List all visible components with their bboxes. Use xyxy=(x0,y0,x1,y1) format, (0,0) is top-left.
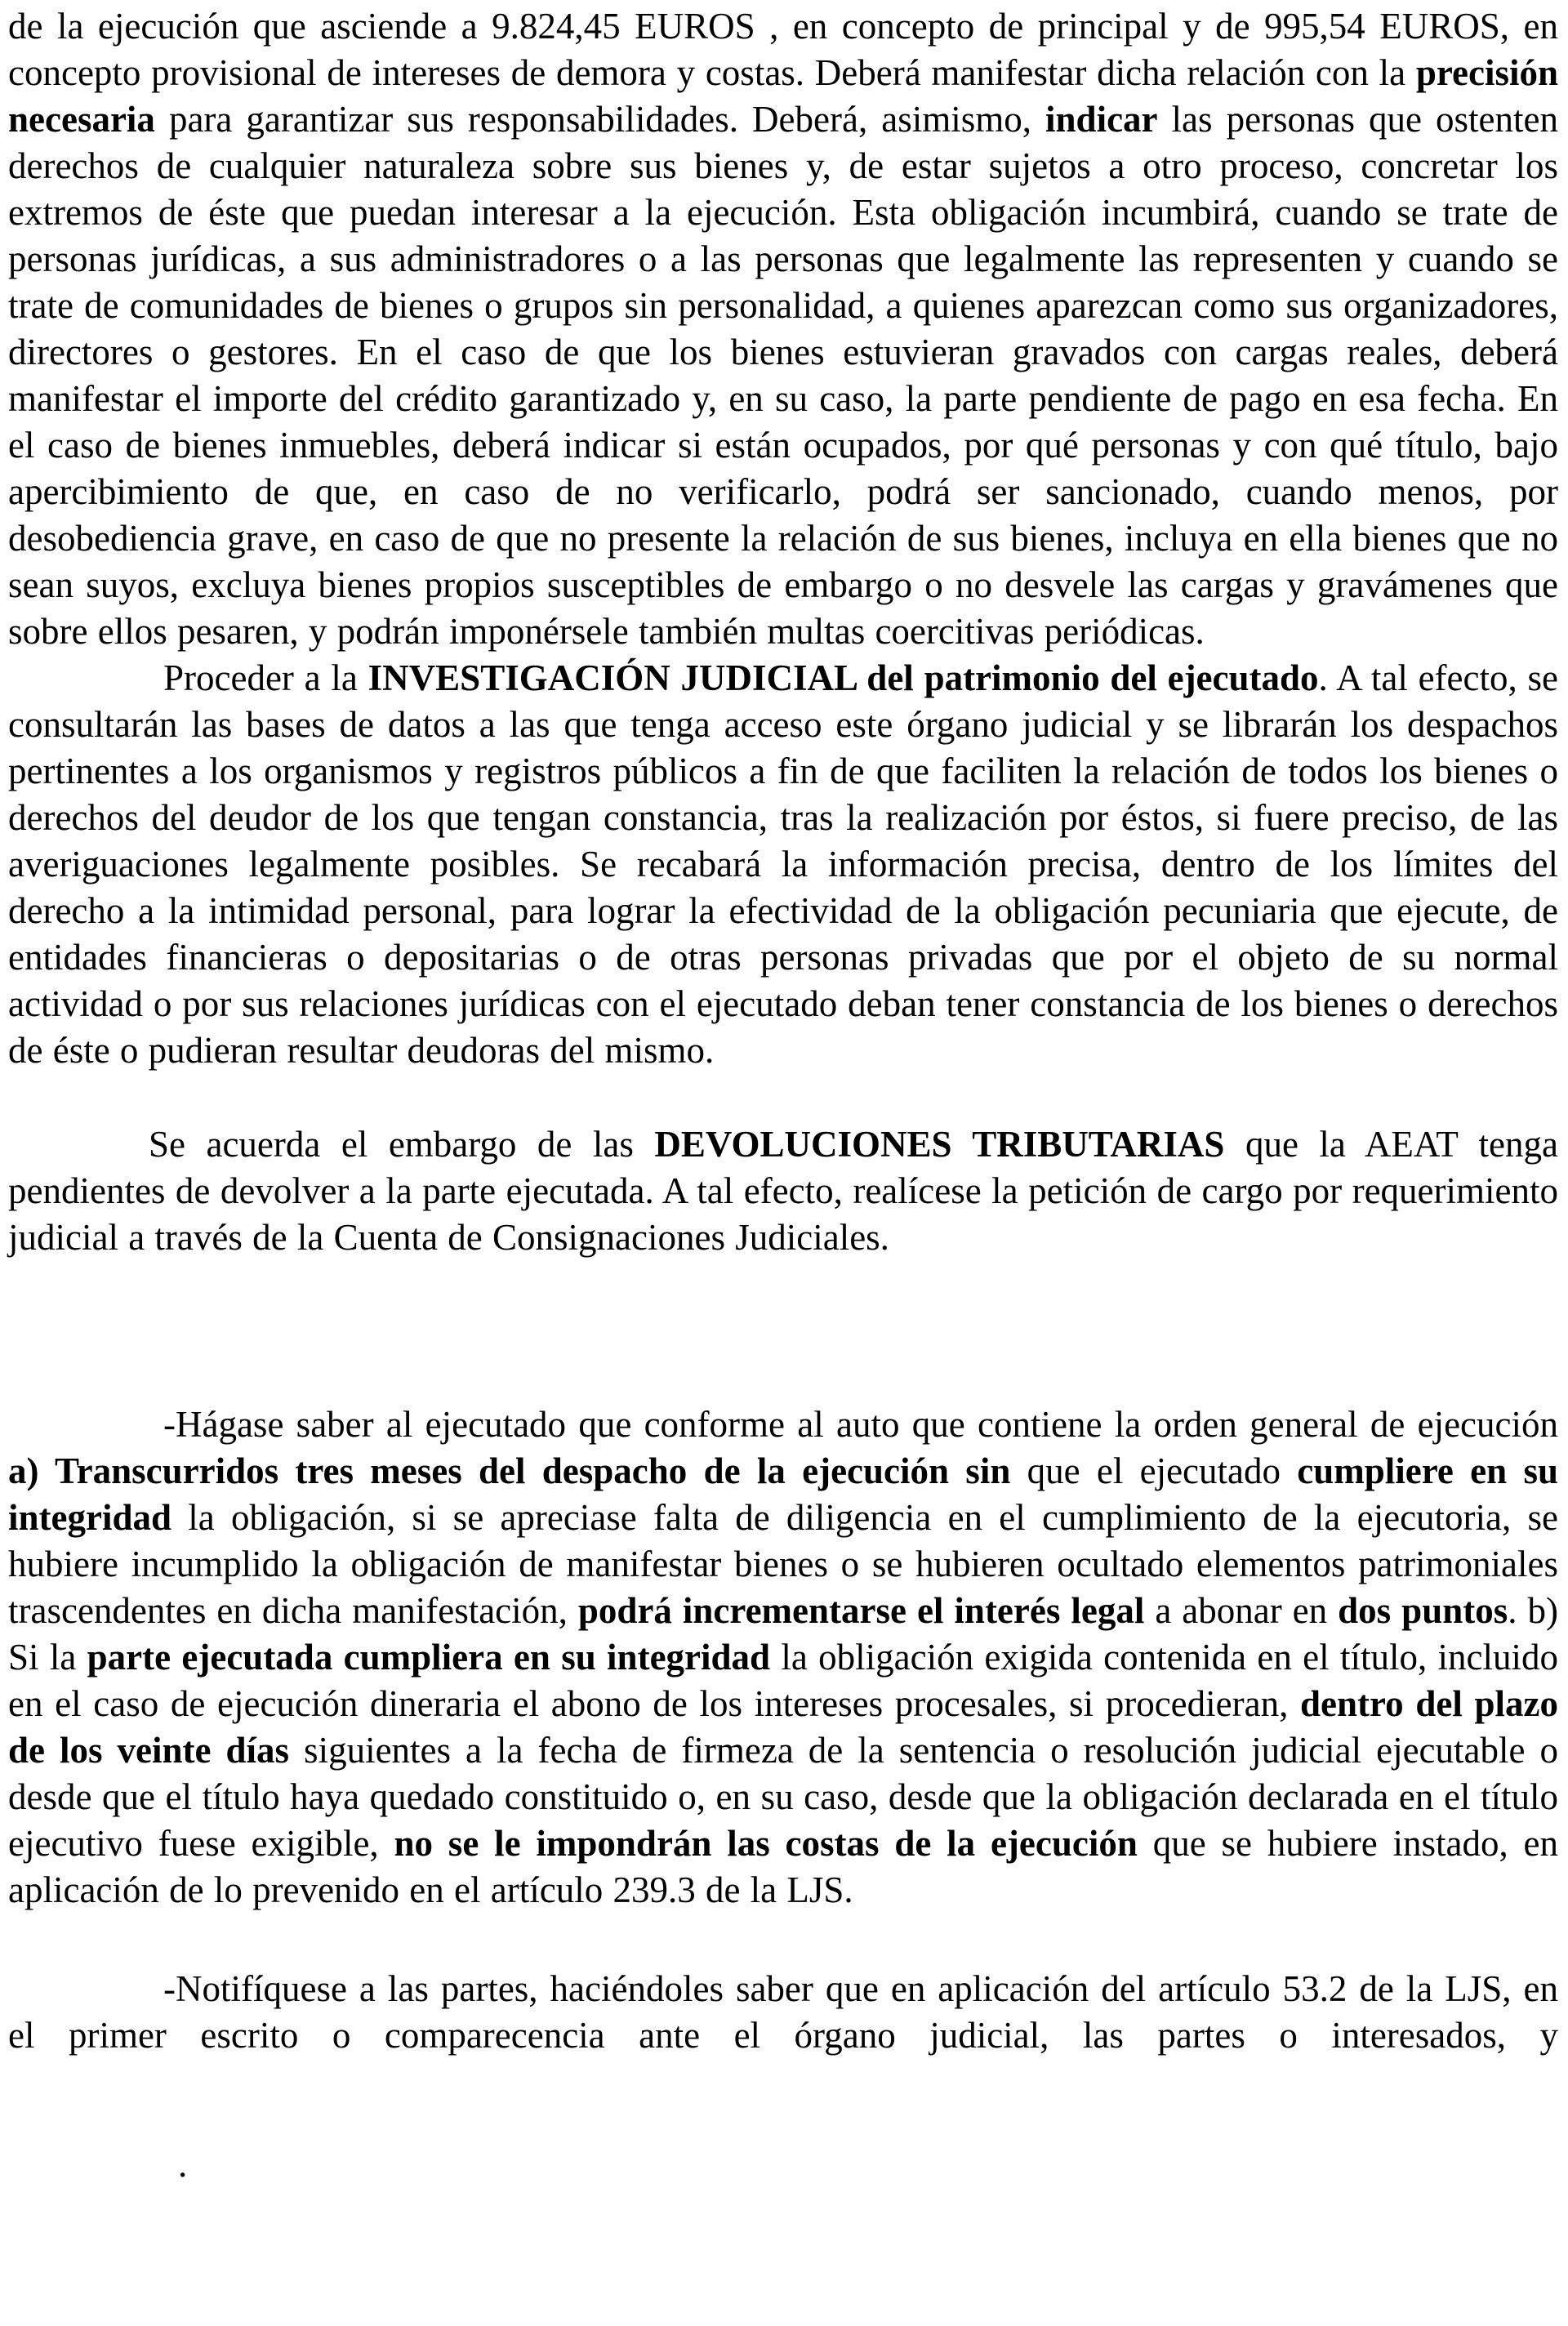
text-run: la obligación, si se apreciase falta de diligencia en el cumplimiento de la ejecutoria, se hubiere incumplido la obligación de manifestar bienes o se hubieren ocultado elementos patrimoniales trascendentes en dicha manifestación, xyxy=(8,1497,1558,1631)
bold-text-run: a) Transcurridos tres meses del despacho de la ejecución sin xyxy=(8,1450,1011,1491)
text-run: a abonar en xyxy=(1144,1590,1339,1631)
text-run: las personas que ostenten derechos de cualquier naturaleza sobre sus bienes y, de estar sujetos a otro proceso, concretar los extremos de éste que puedan interesar a la ejecución. Esta obligación incumbirá, cuando se trate de personas jurídicas, a sus administradores o a las personas que legalmente las representen y cuando se trate de comunidades de bienes o grupos sin personalidad, a quienes aparezcan como sus organizadores, directores o gestores. En el caso de que los bienes estuvieran gravados con cargas reales, deberá manifestar el importe del crédito garantizado y, en su caso, la parte pendiente de pago en esa fecha. En el caso de bienes inmuebles, deberá indicar si están ocupados, por qué personas y con qué título, bajo apercibimiento de que, en caso de no verificarlo, podrá ser sancionado, cuando menos, por desobediencia grave, en caso de que no presente la relación de sus bienes, incluya en ella bienes que no sean suyos, excluya bienes propios susceptibles de embargo o no desvele las cargas y gravámenes que sobre ellos pesaren, y podrán imponérsele también multas coercitivas periódicas. xyxy=(8,99,1559,652)
paragraph-hagase-saber xyxy=(8,1401,1558,1914)
bold-text-run: precisión necesaria xyxy=(8,52,1558,140)
text-run: que la AEAT tenga pendientes de devolver a la parte ejecutada. A tal efecto, realícese la petición de cargo por requerimiento judicial a través de la Cuenta de Consignaciones Judiciales. xyxy=(8,1124,1558,1258)
bold-text-run: INVESTIGACIÓN JUDICIAL del patrimonio del ejecutado xyxy=(368,657,1319,698)
text-run: . A tal efecto, se consultarán las bases de datos a las que tenga acceso este órgano judicial y se librarán los despachos pertinentes a los organismos y registros públicos a fin de que faciliten la relación de todos los bienes o derechos del deudor de los que tengan constancia, tras la realización por éstos, si fuere preciso, de las averiguaciones legalmente posibles. Se recabará la información precisa, dentro de los límites del derecho a la intimidad personal, para lograr la efectividad de la obligación pecuniaria que ejecute, de entidades financieras o depositarias o de otras personas privadas que por el objeto de su normal actividad o por sus relaciones jurídicas con el ejecutado deban tener constancia de los bienes o derechos de éste o pudieran resultar deudoras del mismo. xyxy=(8,657,1558,1071)
text-run: que se hubiere instado, en aplicación de lo prevenido en el artículo 239.3 de la LJS. xyxy=(8,1823,1559,1910)
bold-text-run: parte ejecutada cumpliera en su integridad xyxy=(87,1637,771,1678)
bold-text-run: no se le impondrán las costas de la ejecución xyxy=(394,1823,1138,1864)
text-run: -Hágase saber al ejecutado que conforme al auto que contiene la orden general de ejecución xyxy=(163,1404,1558,1445)
paragraph-devoluciones-tributarias xyxy=(8,1121,1558,1261)
bold-text-run: podrá incrementarse el interés legal xyxy=(577,1590,1145,1631)
text-run: Se acuerda el embargo de las xyxy=(149,1124,655,1165)
text-run: -Notifíquese a las partes, haciéndoles saber que en aplicación del artículo 53.2 de la LJS, en el primer escrito o comparecencia ante el órgano judicial, las partes o interesados, y xyxy=(8,1968,1558,2056)
text-run: la obligación exigida contenida en el título, incluido en el caso de ejecución dineraria el abono de los intereses procesales, si procedieran, xyxy=(8,1637,1559,1724)
paragraph-opening-continuation xyxy=(8,3,1558,655)
stray-period-mark: . xyxy=(178,2144,188,2185)
bold-text-run: dos puntos xyxy=(1338,1590,1508,1631)
text-run: Proceder a la xyxy=(163,657,368,698)
bold-text-run: DEVOLUCIONES TRIBUTARIAS xyxy=(654,1124,1225,1165)
text-run: de la ejecución que asciende a 9.824,45 EUROS , en concepto de principal y de 995,54 EUROS, en concepto provisional de intereses de demora y costas. Deberá manifestar dicha relación con la xyxy=(8,6,1558,93)
bold-text-run: dentro del plazo de los veinte días xyxy=(8,1683,1558,1771)
bold-text-run: cumpliere en su integridad xyxy=(8,1450,1558,1538)
bold-text-run: indicar xyxy=(1045,99,1158,140)
text-run: que el ejecutado xyxy=(1010,1450,1298,1491)
paragraph-investigacion-judicial xyxy=(8,655,1558,1074)
text-run: para garantizar sus responsabilidades. Deberá, asimismo, xyxy=(154,99,1046,140)
text-run: siguientes a la fecha de firmeza de la sentencia o resolución judicial ejecutable o desde que el título haya quedado constituido o, en su caso, desde que la obligación declarada en el título ejecutivo fuese exigible, xyxy=(8,1730,1558,1864)
paragraph-notifiquese xyxy=(8,1966,1558,2059)
text-run: . b) Si la xyxy=(8,1590,1558,1678)
